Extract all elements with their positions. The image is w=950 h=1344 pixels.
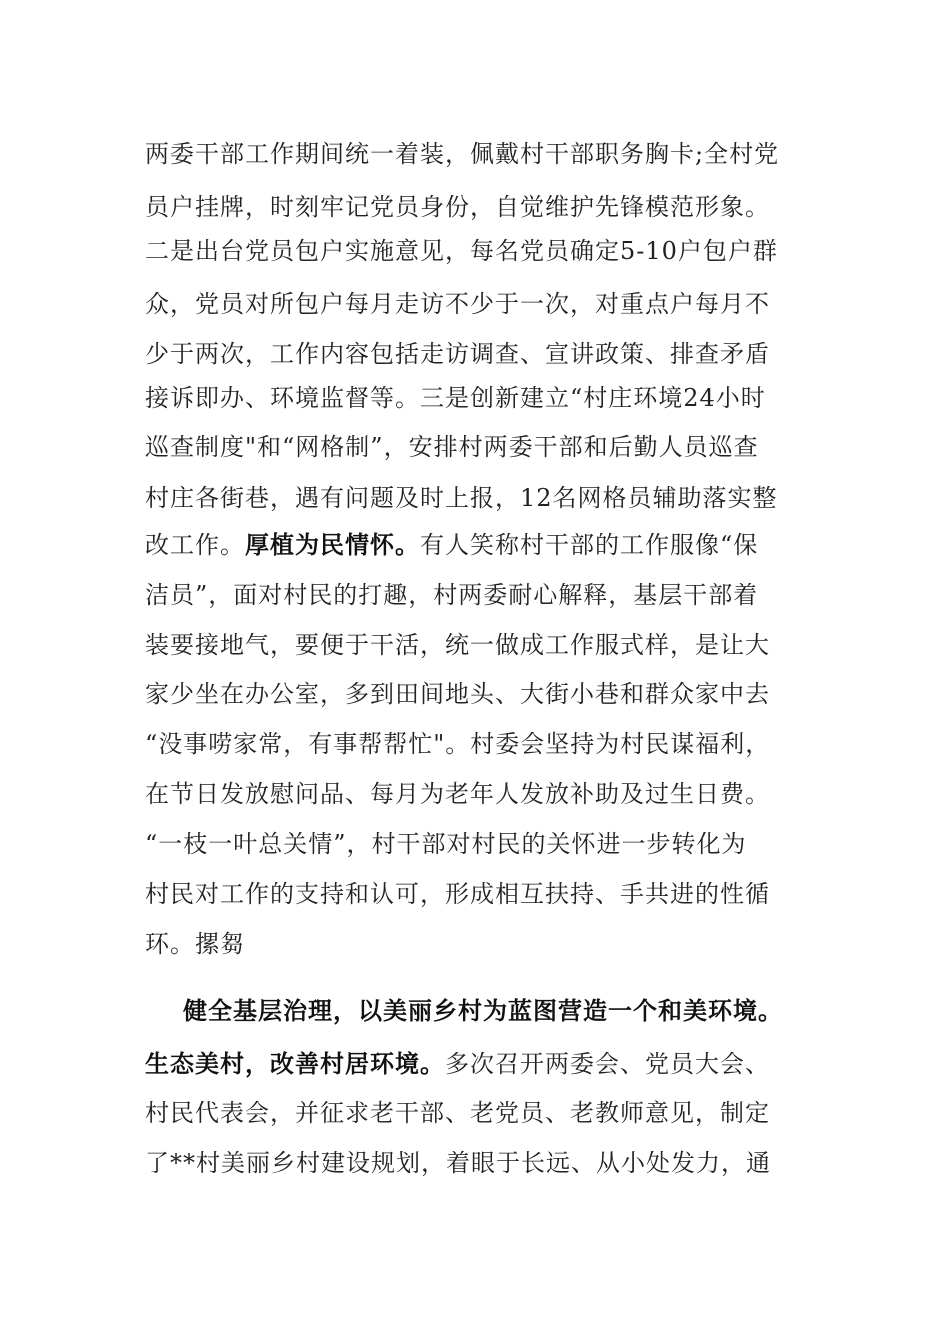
text-line: 家少坐在办公室，多到田间地头、大街小巷和群众家中去 — [145, 680, 770, 708]
text-line: 众，党员对所包户每月走访不少于一次，对重点户每月不 — [145, 290, 770, 318]
text-line: 装要接地气，要便于干活，统一做成工作服式样，是让大 — [145, 631, 770, 659]
text-line — [145, 1049, 770, 1079]
text-segment: 多次召开两委会、党员大会、 — [445, 1050, 770, 1078]
text-segment: 有人笑称村干部的工作服像“保 — [420, 531, 759, 559]
text-line: “没事唠家常，有事帮帮忙"。村委会坚持为村民谋福利， — [145, 730, 771, 758]
text-line: 接诉即办、环境监督等。三是创新建立“村庄环境24小时 — [145, 384, 766, 412]
text-segment: 改工作。 — [145, 531, 245, 559]
text-line: 在节日发放慰问品、每月为老年人发放补助及过生日费。 — [145, 780, 770, 808]
text-line: 村民代表会，并征求老干部、老党员、老教师意见，制定 — [145, 1099, 770, 1127]
text-line: “一枝一叶总关情”，村干部对村民的关怀进一步转化为 — [145, 830, 747, 858]
text-line: 环。摞芻 — [145, 930, 245, 958]
text-line — [145, 530, 758, 560]
section-heading: 健全基层治理，以美丽乡村为蓝图营造一个和美环境。 — [183, 996, 783, 1025]
text-line: 洁员”，面对村民的打趣，村两委耐心解释，基层干部着 — [145, 581, 759, 609]
text-line: 了**村美丽乡村建设规划，着眼于长远、从小处发力，通 — [145, 1149, 771, 1177]
text-line: 员户挂牌，时刻牢记党员身份，自觉维护先锋模范形象。 — [145, 193, 770, 221]
bold-subheading: 生态美村，改善村居环境。 — [145, 1049, 445, 1078]
text-line: 两委干部工作期间统一着装，佩戴村干部职务胸卡;全村党 — [145, 140, 780, 168]
text-line: 村庄各街巷，遇有问题及时上报，12名网格员辅助落实整 — [145, 484, 778, 512]
text-line: 少于两次，工作内容包括走访调查、宣讲政策、排查矛盾 — [145, 340, 770, 368]
text-line: 村民对工作的支持和认可，形成相互扶持、手共进的性循 — [145, 880, 770, 908]
text-line: 巡查制度"和“网格制”，安排村两委干部和后勤人员巡查 — [145, 433, 759, 461]
text-line: 二是出台党员包户实施意见，每名党员确定5-10户包户群 — [145, 237, 778, 265]
bold-subheading: 厚植为民情怀。 — [245, 530, 420, 559]
